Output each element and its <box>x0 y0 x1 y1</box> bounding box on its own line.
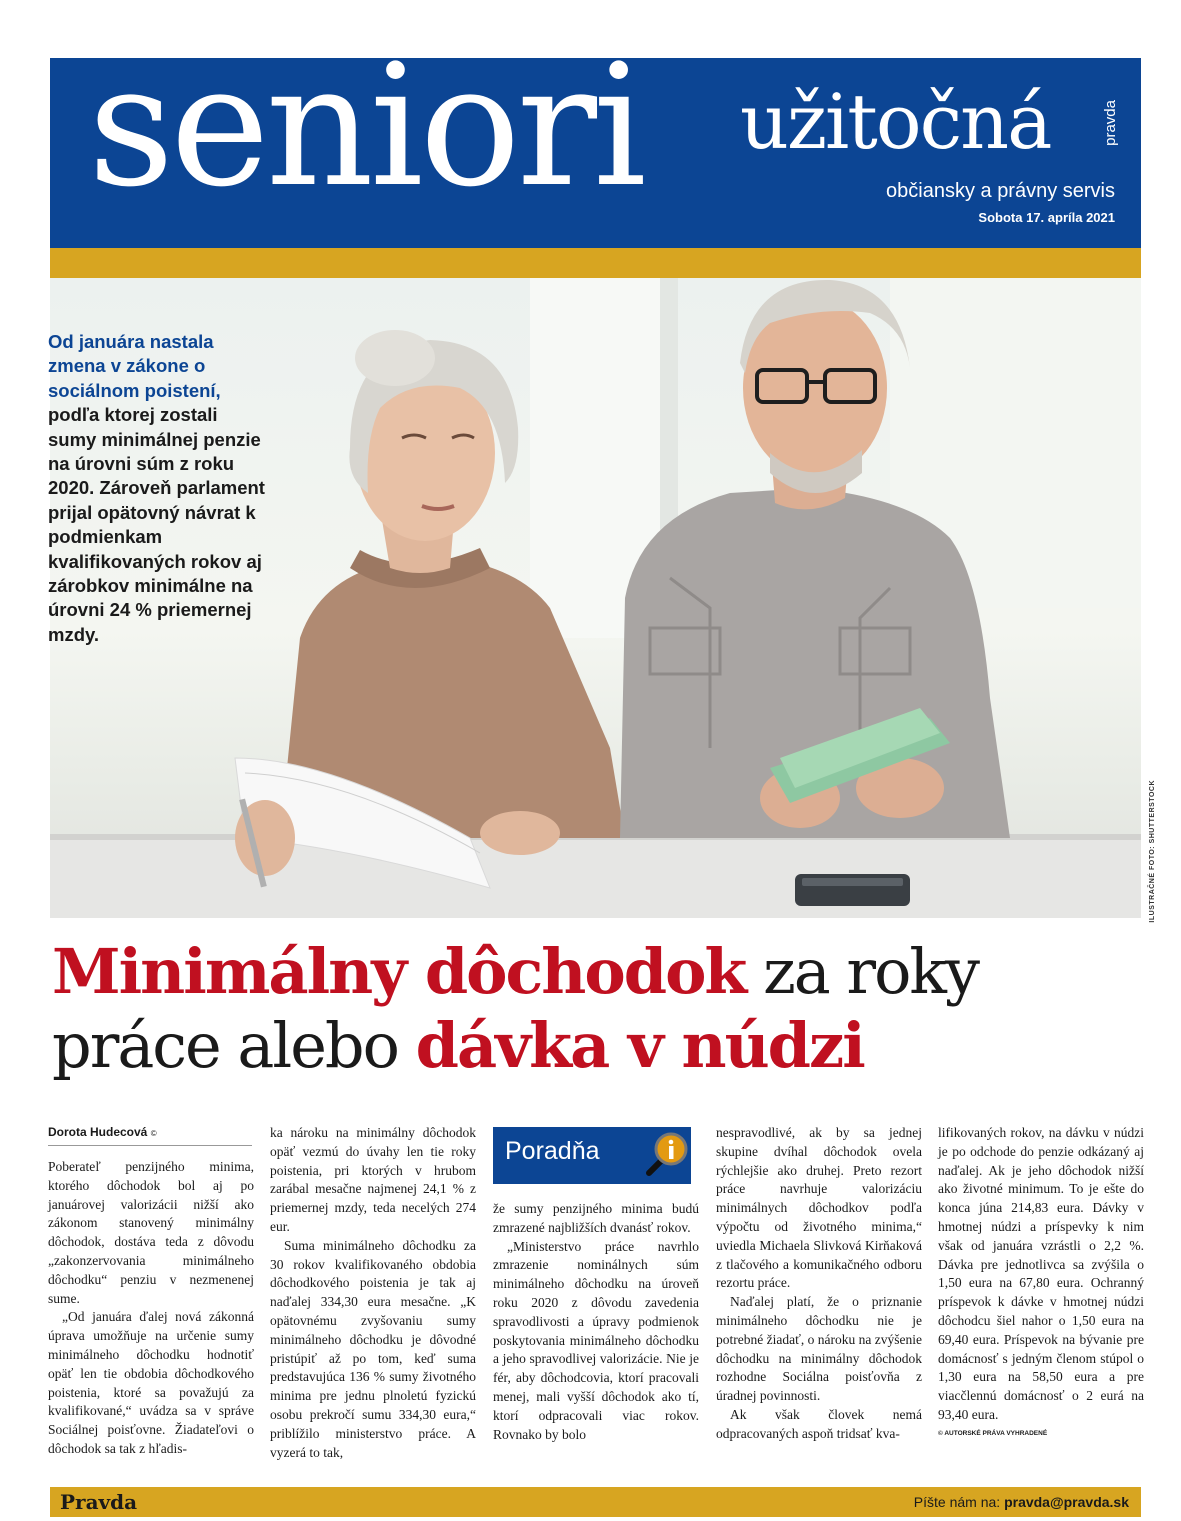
copyright-notice: © AUTORSKÉ PRÁVA VYHRADENÉ <box>938 1429 1048 1437</box>
lead-text: podľa ktorej zostali sumy minimálnej penzie na úrovni súm z roku 2020. Zároveň parlament prijal opätovný návrat k podmienkam kvalifikovaných rokov aj zárobkov minimálne na úrovni 24 % priemernej mzdy. <box>48 404 265 645</box>
section-title: seniori <box>88 28 643 224</box>
paragraph: Naďalej platí, že o priznanie minimálneho dôchodku nie je potrebné žiadať, o nároku na zvýšenie dôchodku na minimálny dôchodok rozhodne Sociálna poisťovňa z úradnej povinnosti. <box>716 1294 922 1404</box>
poradna-box <box>493 1127 691 1184</box>
headline-highlight-1: Minimálny dôchodok <box>52 935 746 1008</box>
paragraph: že sumy penzijného minima budú zmrazené najbližších dvanásť rokov. <box>493 1201 699 1235</box>
byline <box>48 1125 252 1146</box>
footer-brand: Pravda <box>60 1490 138 1514</box>
masthead <box>50 28 1141 248</box>
footer-contact <box>914 1494 1129 1510</box>
column-5 <box>938 1124 1144 1444</box>
paragraph: Suma minimálneho dôchodku za 30 rokov kvalifikovaného obdobia dôchodkového poistenia je tak aj naďalej 334,30 eura mesačne. „K opätovnému zvyšovaniu sumy minimálneho dôchodku je dôvodné pristúpiť až po tom, keď suma predstavujúca 136 % sumy životného minima pre jednu plnoletú fyzickú osobu prekročí sumu 334,30 eura,“ priblížilo ministerstvo práce. A vyzerá to tak, <box>270 1237 476 1460</box>
brand-vertical-label: pravda <box>1102 100 1119 146</box>
paragraph: lifikovaných rokov, na dávku v núdzi je po odchode do penzie odkázaný aj naďalej. Ak je jeho dôchodok nižší ako životné minimum. To je ešte do konca júna 214,83 eura. Dávky v hmotnej núdzi a príspevky k nim však od januára vzrástli o 2,2 %. Dávka pre jednotlivca sa zvýšila o 1,50 eura na 67,80 eura. Ochranný príspevok k dávke v hmotnej núdzi dôchodcu šiel nahor o 1,50 eura na 69,40 eura. Príspevok na bývanie pre domácnosť s jedným členom stúpol o 1,30 eura na 58,50 eura a pre viacčlennú domácnosť o 2 eurá na 93,40 eura. <box>938 1125 1144 1422</box>
column-3 <box>493 1200 699 1444</box>
paragraph: nespravodlivé, ak by sa jednej skupine dvíhal dôchodok ovela rýchlejšie ako druhej. Preto rezort práce navrhuje valorizáciu minimálnych dôchodkov podľa výpočtu od životného minima,“ uviedla Michaela Slivková Kirňaková z tlačového a komunikačného odboru rezortu práce. <box>716 1125 922 1291</box>
tagline: občiansky a právny servis <box>886 180 1115 202</box>
column-2 <box>270 1124 476 1462</box>
poradna-label: Poradňa <box>505 1137 600 1165</box>
paragraph: Poberateľ penzijného minima, ktorého dôchodok bol aj po januárovej valorizácii nižší ako zákonom stanovený minimálny dôchodok, dostáva teda z dôvodu „zakonzervovania minimálneho dôchodku“ penziu v nezmenenej sume. <box>48 1159 254 1306</box>
column-4 <box>716 1124 922 1444</box>
paragraph: „Ministerstvo práce navrhlo zmrazenie nominálnych súm minimálneho dôchodku na úroveň roku 2020 z dôvodu zavedenia spravodlivosti a úpravy podmienok poskytovania minimálneho dôchodku a jeho spravodlivej valorizácie. Nie je fér, aby dôchodcovia, ktorí pracovali menej, mali vyšší dôchodok ako tí, ktorí odpracovali viac rokov. Rovnako by bolo <box>493 1238 699 1442</box>
magnifier-info-icon <box>641 1129 689 1181</box>
paragraph: „Od januára ďalej nová zákonná úprava umožňuje na určenie sumy minimálneho dôchodku hodnotiť opäť len tie obdobia dôchodkového poistenia, ktoré sa považujú za kvalifikované,“ uvádza sa v správe Sociálnej poisťovne. Žiadateľovi o dôchodok sa tak z hľadis- <box>48 1309 254 1456</box>
photo-credit: ILUSTRAČNÉ FOTO: SHUTTERSTOCK <box>1149 780 1156 923</box>
author-name: Dorota Hudecová <box>48 1125 148 1139</box>
author-copyright-mark: © <box>150 1129 157 1138</box>
headline-highlight-2: dávka v núdzi <box>415 1009 864 1082</box>
lead-highlight: Od januára nastala zmena v zákone o sociálnom poistení, <box>48 331 221 401</box>
masthead-gold-strip <box>50 248 1141 278</box>
column-1 <box>48 1158 254 1459</box>
paragraph: Ak však človek nemá odpracovaných aspoň tridsať kva- <box>716 1406 922 1441</box>
issue-date: Sobota 17. apríla 2021 <box>978 210 1115 225</box>
headline-middle: za roky práce alebo <box>52 935 978 1082</box>
contact-label: Píšte nám na: <box>913 1494 1005 1510</box>
paragraph: ka nároku na minimálny dôchodok opäť vezmú do úvahy len tie roky poistenia, pri ktorých v hrubom zarábal mesačne najmenej 24,1 % z priemernej mzdy, teda necelých 274 eur. <box>270 1125 476 1234</box>
brand-logo: užitočná <box>740 77 1051 166</box>
contact-email-link[interactable]: pravda@pravda.sk <box>1004 1494 1129 1510</box>
article-headline <box>52 935 1142 1083</box>
lead-paragraph <box>48 330 270 647</box>
footer-bar <box>50 1487 1141 1517</box>
